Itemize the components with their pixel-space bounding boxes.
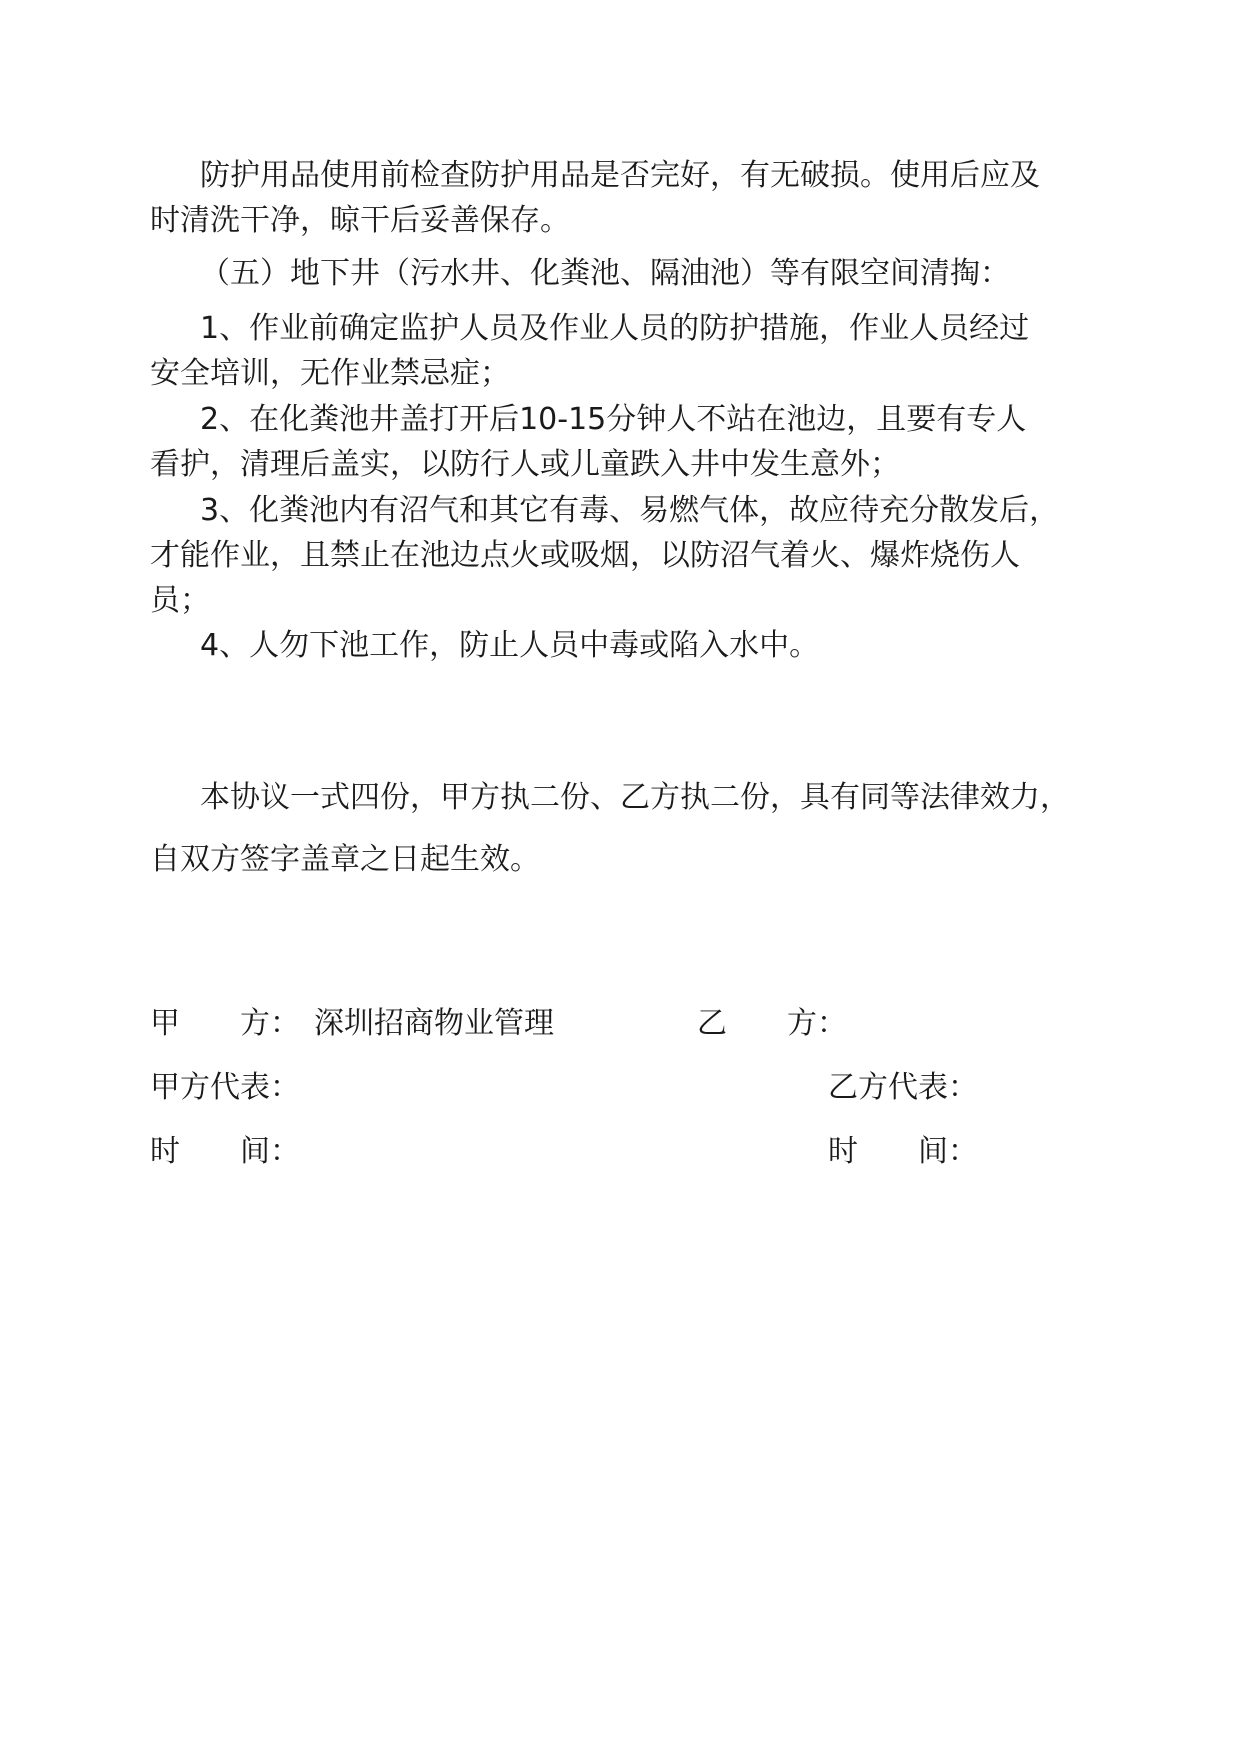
party-b-representative-label: 乙方代表： xyxy=(828,1070,978,1105)
list-item-1-line-1: 1、作业前确定监护人员及作业人员的防护措施，作业人员经过 xyxy=(200,311,1030,346)
agreement-clause-line-1: 本协议一式四份，甲方执二份、乙方执二份，具有同等法律效力， xyxy=(200,780,1070,815)
party-a-representative-label: 甲方代表： xyxy=(150,1070,300,1105)
party-a-label: 甲 方： xyxy=(150,1006,300,1041)
list-item-3-line-2: 才能作业，且禁止在池边点火或吸烟，以防沼气着火、爆炸烧伤人 xyxy=(150,538,1020,573)
party-a-time-label: 时 间： xyxy=(150,1134,300,1169)
section-heading-confined-space: （五）地下井（污水井、化粪池、隔油池）等有限空间清掏： xyxy=(200,256,1010,291)
agreement-clause-line-2: 自双方签字盖章之日起生效。 xyxy=(150,842,540,877)
paragraph-protective-gear-line-2: 时清洗干净，晾干后妥善保存。 xyxy=(150,203,570,238)
party-b-label: 乙 方： xyxy=(697,1006,847,1041)
list-item-2-line-2: 看护，清理后盖实，以防行人或儿童跌入井中发生意外； xyxy=(150,447,900,482)
list-item-4: 4、人勿下池工作，防止人员中毒或陷入水中。 xyxy=(200,628,820,663)
list-item-2-line-1: 2、在化粪池井盖打开后10-15分钟人不站在池边，且要有专人 xyxy=(200,402,1027,437)
party-b-time-label: 时 间： xyxy=(828,1134,978,1169)
list-item-3-line-3: 员； xyxy=(150,583,210,618)
paragraph-protective-gear-line-1: 防护用品使用前检查防护用品是否完好，有无破损。使用后应及 xyxy=(200,158,1040,193)
list-item-1-line-2: 安全培训，无作业禁忌症； xyxy=(150,356,510,391)
list-item-3-line-1: 3、化粪池内有沼气和其它有毒、易燃气体，故应待充分散发后， xyxy=(200,493,1060,528)
party-a-name: 深圳招商物业管理 xyxy=(314,1006,554,1041)
